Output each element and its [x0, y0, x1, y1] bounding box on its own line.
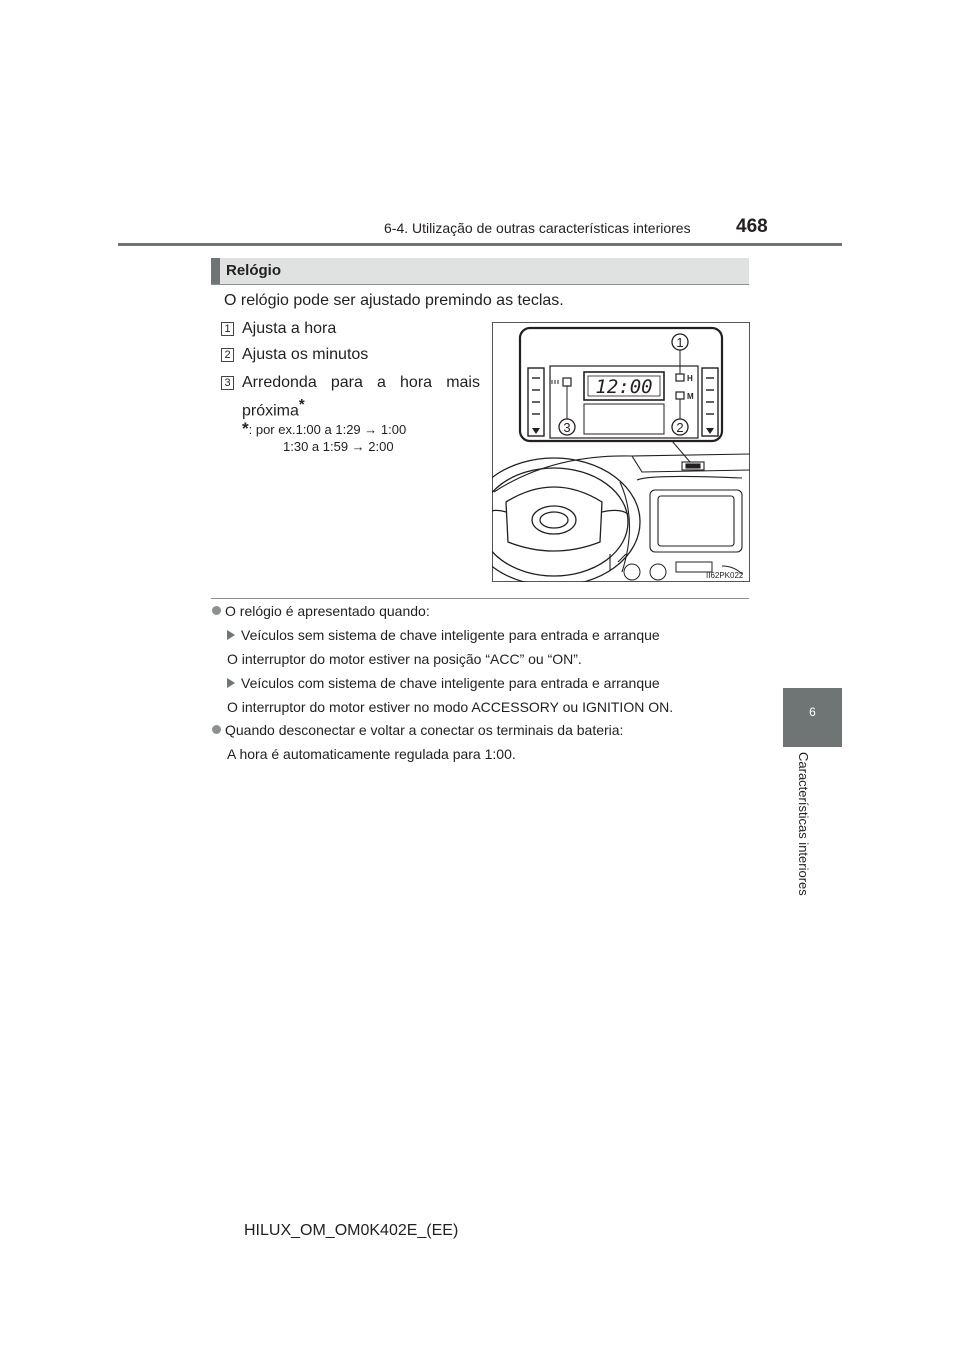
- triangle-arrow-icon: [227, 678, 235, 688]
- item-text-multiline: [242, 372, 480, 422]
- footnote: [242, 420, 406, 455]
- section-heading-bar: [211, 258, 749, 284]
- note-bullet: [212, 603, 430, 619]
- hour-button-label: H: [687, 374, 693, 383]
- callout-3-label: 3: [563, 420, 571, 435]
- footnote-mark: *: [298, 396, 305, 413]
- callout-1-label: 1: [676, 335, 684, 350]
- item-text-line: [242, 372, 480, 394]
- note-bullet: [212, 722, 623, 738]
- note-condition: [227, 627, 660, 643]
- section-rule: [211, 284, 749, 285]
- item-text: Ajusta os minutos: [242, 346, 369, 363]
- triangle-arrow-icon: [227, 630, 235, 640]
- item-number-badge: 3: [221, 376, 234, 390]
- clock-illustration: [492, 322, 750, 582]
- divider: [211, 598, 749, 599]
- callout-2-label: 2: [676, 420, 684, 435]
- figure-code: II62PK022: [706, 571, 744, 580]
- document-code: HILUX_OM_OM0K402E_(EE): [244, 1222, 459, 1239]
- page-number: 468: [736, 216, 768, 237]
- note-condition: [227, 675, 660, 691]
- item-word: mais: [446, 374, 480, 391]
- note-text: Veículos com sistema de chave inteligente para entrada e arranque: [241, 675, 660, 691]
- item-word: hora: [400, 374, 433, 391]
- note-text: Veículos sem sistema de chave inteligente para entrada e arranque: [241, 627, 660, 643]
- item-word: Arredonda: [242, 374, 317, 391]
- item-number-badge: 2: [221, 348, 234, 362]
- note-text: O relógio é apresentado quando:: [225, 603, 430, 619]
- footnote-line: : por ex.1:00 a 1:29 → 1:00: [248, 422, 407, 437]
- bullet-icon: [212, 606, 221, 615]
- clock-display-text: 12:00: [595, 376, 653, 398]
- chapter-tab-number: 6: [809, 705, 816, 719]
- note-plain: A hora é automaticamente regulada para 1:00.: [227, 746, 516, 762]
- item-text-line: [242, 394, 480, 422]
- item-word: próxima: [242, 402, 299, 420]
- note-plain: O interruptor do motor estiver na posição “ACC” ou “ON”.: [227, 651, 582, 667]
- note-text: Quando desconectar e voltar a conectar os terminais da bateria:: [225, 722, 624, 738]
- chapter-title: 6-4. Utilização de outras características interiores: [384, 220, 691, 236]
- footnote-mark: *: [242, 419, 249, 438]
- item-word: a: [377, 374, 386, 391]
- header-rule: [118, 243, 842, 246]
- chapter-tab-label: Características interiores: [796, 752, 811, 896]
- item-text: Ajusta a hora: [242, 320, 337, 337]
- minute-button-label: M: [687, 392, 694, 401]
- section-intro: O relógio pode ser ajustado premindo as teclas.: [224, 292, 564, 309]
- bullet-icon: [212, 725, 221, 734]
- item-word: para: [330, 374, 363, 391]
- note-plain: O interruptor do motor estiver no modo ACCESSORY ou IGNITION ON.: [227, 699, 674, 715]
- footnote-line: 1:30 a 1:59 → 2:00: [283, 439, 394, 454]
- section-title: Relógio: [226, 262, 281, 279]
- item-number-badge: 1: [221, 322, 234, 336]
